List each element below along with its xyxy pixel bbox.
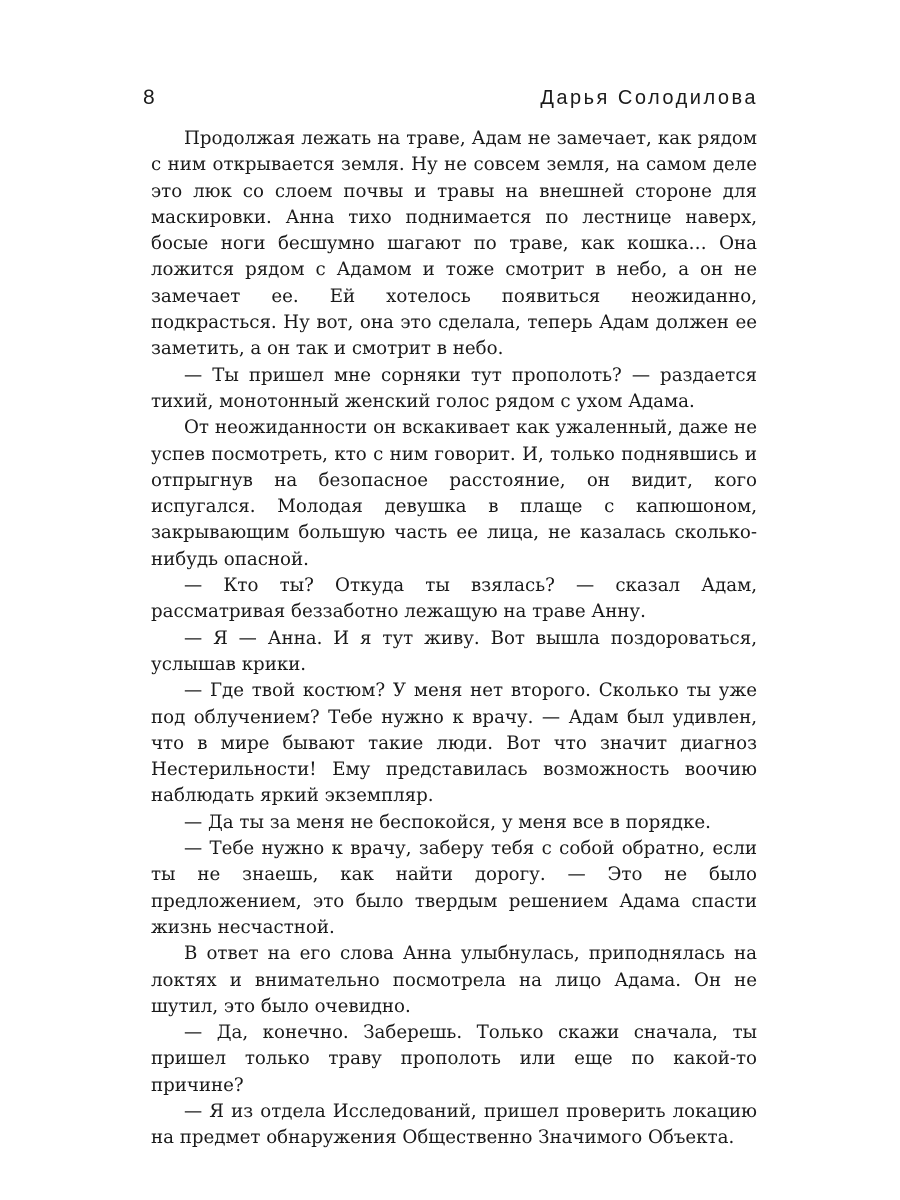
paragraph: — Кто ты? Откуда ты взялась? — сказал Адам, рассматривая беззаботно лежащую на траве Анну. [151,575,757,623]
paragraph: — Тебе нужно к врачу, заберу тебя с собой обратно, если ты не знаешь, как найти дорогу. — Это не было предложением, это было твердым решением Адама спасти жизнь несчастной. [151,838,757,938]
paragraph: В ответ на его слова Анна улыбнулась, приподнялась на локтях и внимательно посмотрела на лицо Адама. Он не шутил, это было очевидно. [151,943,757,1017]
paragraph: — Да ты за меня не беспокойся, у меня все в порядке. [184,811,711,833]
page-number: 8 [143,86,155,109]
paragraph: — Да, конечно. Заберешь. Только скажи сначала, ты пришел только траву прополоть или еще по какой-то причине? [151,1022,757,1096]
paragraph: — Ты пришел мне сорняки тут прополоть? — раздается тихий, монотонный женский голос рядом с ухом Адама. [151,364,757,412]
paragraph: — Я — Анна. И я тут живу. Вот вышла поздороваться, услышав крики. [151,627,757,675]
paragraph: — Я из отдела Исследований, пришел проверить локацию на предмет обнаружения Общественно Значимого Объекта. [151,1100,757,1149]
paragraph: Продолжая лежать на траве, Адам не замечает, как рядом с ним открывается земля. Ну не совсем земля, на самом деле это люк со слоем почвы и травы на внешней стороне для маскировки. Анна тихо поднимается по лестнице наверх, босые ноги бесшумно шагают по траве, как кошка… Она ложится рядом с Адамом и тоже смотрит в небо, а он не замечает ее. Ей хотелось появиться неожиданно, подкрасться. Ну вот, она это сделала, теперь Адам должен ее заметить, а он так и смотрит в небо. [151,128,757,360]
paragraph: — Где твой костюм? У меня нет второго. Сколько ты уже под облучением? Тебе нужно к врачу. — Адам был удивлен, что в мире бывают такие люди. Вот что значит диагноз Нестерильности! Ему представилась возможность воочию наблюдать яркий экземпляр. [151,680,757,807]
running-head-author: Дарья Солодилова [540,87,758,109]
paragraph: От неожиданности он вскакивает как ужаленный, даже не успев посмотреть, кто с ним говорит. И, только поднявшись и отпрыгнув на безопасное расстояние, он видит, кого испугался. Молодая девушка в плаще с капюшоном, закрывающим большую часть ее лица, не казалась сколько-нибудь опасной. [151,417,757,570]
body-text [151,126,757,1152]
